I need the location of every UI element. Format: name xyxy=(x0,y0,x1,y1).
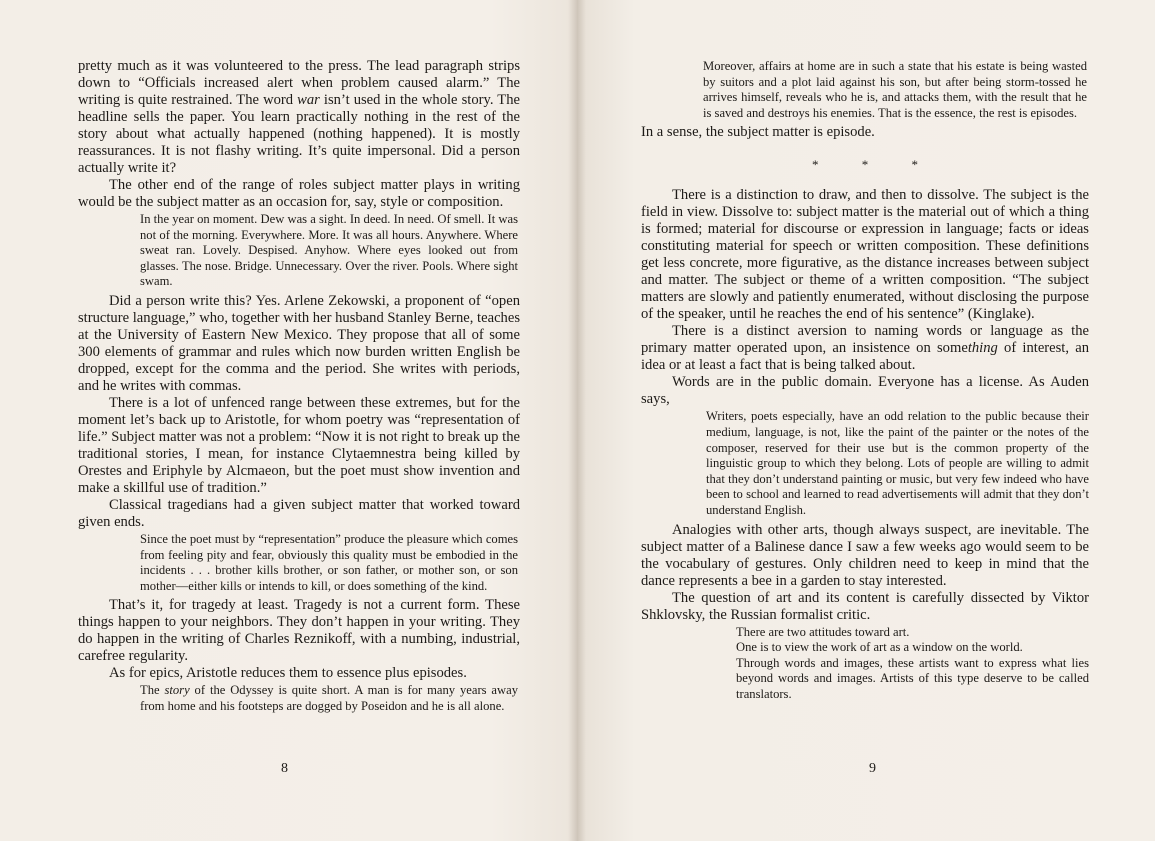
paragraph-text: There is a distinct aversion to naming words or language as the primary matter operated upon, an insistence on some xyxy=(641,323,1089,357)
paragraph: There is a distinction to draw, and then to dissolve. The subject is the field in view. Dissolve to: subject matter is the material out of which a thing is formed; material for discourse or expression in language; facts or ideas constituting material for speech or written composition. These definitions get less concrete, more figurative, as the distance increases between subject and matter. The subject or theme of a written composition. “The subject matters are slowly and patiently enumerated, without disclosing the purpose of the speaker, until he reaches the end of his sentence” (Kinglake). xyxy=(641,187,1089,323)
paragraph: The other end of the range of roles subject matter plays in writing would be the subject matter as an occasion for, say, style or composition. xyxy=(78,177,520,210)
left-page-column xyxy=(78,58,520,718)
right-page-column xyxy=(641,58,1089,706)
paragraph: Analogies with other arts, though always suspect, are inevitable. The subject matter of a Balinese dance I saw a few weeks ago would seem to be the vocabulary of gestures. Only children need to keep in mind that the dance represents a bee in a garden to stay interested. xyxy=(641,521,1089,589)
paragraph: That’s it, for tragedy at least. Tragedy is not a current form. These things happen to your neighbors. They don’t happen in your writing. They do happen in the writing of Charles Reznikoff, with a numbing, industrial, carefree regularity. xyxy=(78,597,520,665)
emphasis-text: thing xyxy=(967,340,998,357)
paragraph: As for epics, Aristotle reduces them to essence plus episodes. xyxy=(109,665,467,682)
paragraph: There is a lot of unfenced range between these extremes, but for the moment let’s back up to Aristotle, for whom poetry was “representation of life.” Subject matter was not a problem: “Now it is not right to break up the traditional stories, I mean, for instance Clytaemnestra being killed by Orestes and Eriphyle by Alcmaeon, but the poet must show invention and make a skillful use of tradition.” xyxy=(78,394,520,496)
paragraph-text: pretty much as it was volunteered to the press. The lead paragraph strips down to “Officials increased alert when problem caused alarm.” The writing is quite restrained. The word xyxy=(78,58,520,108)
paragraph: Did a person write this? Yes. Arlene Zekowski, a proponent of “open structure language,” who, together with her husband Stanley Berne, teaches at the University of Eastern New Mexico. They propose that all of some 300 elements of grammar and rules which now burden written English be dropped, except for the comma and the period. She writes with periods, and he writes with commas. xyxy=(78,292,520,394)
right-page xyxy=(577,0,1155,841)
block-quote xyxy=(140,683,518,714)
paragraph-text: of interest, an idea or at least a fact that is being talked about. xyxy=(641,340,1090,374)
paragraph-text: isn’t used in the whole story. The headline sells the paper. You learn practically nothing in the rest of the story about what actually happened (nothing happened). It is mostly reassurances. It is not flashy writing. It’s quite impersonal. Did a person actually write it? xyxy=(78,92,520,176)
quote-text-part: The xyxy=(140,683,165,698)
block-quote xyxy=(736,625,1089,703)
left-page xyxy=(0,0,577,841)
quote-line: One is to view the work of art as a window on the world. xyxy=(736,640,1023,655)
paragraph xyxy=(78,58,520,177)
quote-text: Since the poet must by “representation” produce the pleasure which comes from feeling pity and fear, obviously this quality must be embodied in the incidents . . . brother kills brother, or son father, or mother son, or son mother—either kills or intends to kill, or does something of the kind. xyxy=(140,531,518,593)
quote-text: In the year on moment. Dew was a sight. In deed. In need. Of smell. It was not of the morning. Everywhere. More. It was all hours. Anywhere. Where sweat ran. Lovely. Despised. Anyhow. Where eyes looked out from glasses. The nose. Bridge. Unnecessary. Over the river. Pools. Where sight swam. xyxy=(140,212,518,289)
emphasis-text: war xyxy=(297,92,320,108)
quote-text: Writers, poets especially, have an odd relation to the public because their medium, language, is not, like the paint of the painter or the notes of the composer, reserved for their use but is the common property of the linguistic group to which they belong. Lots of people are willing to admit that they don’t understand painting or music, but very few indeed who have been to school and learned to read advertisements will admit that they don’t understand English. xyxy=(706,409,1089,517)
quote-text-part: of the Odyssey is quite short. A man is for many years away from home and his footsteps are dogged by Poseidon and he is all alone. xyxy=(140,683,518,713)
book-gutter xyxy=(568,0,586,841)
paragraph: Classical tragedians had a given subject matter that worked toward given ends. xyxy=(78,496,520,530)
paragraph: The question of art and its content is carefully dissected by Viktor Shklovsky, the Russian formalist critic. xyxy=(641,589,1089,623)
quote-text: Moreover, affairs at home are in such a state that his estate is being wasted by suitors and a plot laid against his son, but after being storm-tossed he arrives himself, reveals who he is, and attacks them, with the result that he is saved and destroys his enemies. That is the essence, the rest is episodes. xyxy=(703,59,1087,120)
quote-text xyxy=(140,683,518,714)
block-quote xyxy=(140,212,518,290)
paragraph xyxy=(641,323,1089,374)
page-number: 8 xyxy=(281,761,288,776)
block-quote xyxy=(706,409,1089,518)
block-quote xyxy=(140,532,518,594)
section-break: * * * xyxy=(812,157,918,173)
block-quote xyxy=(703,59,1087,121)
quote-line: Through words and images, these artists want to express what lies beyond words and images. Artists of this type deserve to be called translators. xyxy=(736,655,1089,701)
paragraph: Words are in the public domain. Everyone has a license. As Auden says, xyxy=(641,374,1089,408)
quote-line: There are two attitudes toward art. xyxy=(736,624,910,639)
emphasis-text: story xyxy=(164,683,190,698)
paragraph: In a sense, the subject matter is episode. xyxy=(641,124,875,141)
page-number: 9 xyxy=(869,761,876,776)
